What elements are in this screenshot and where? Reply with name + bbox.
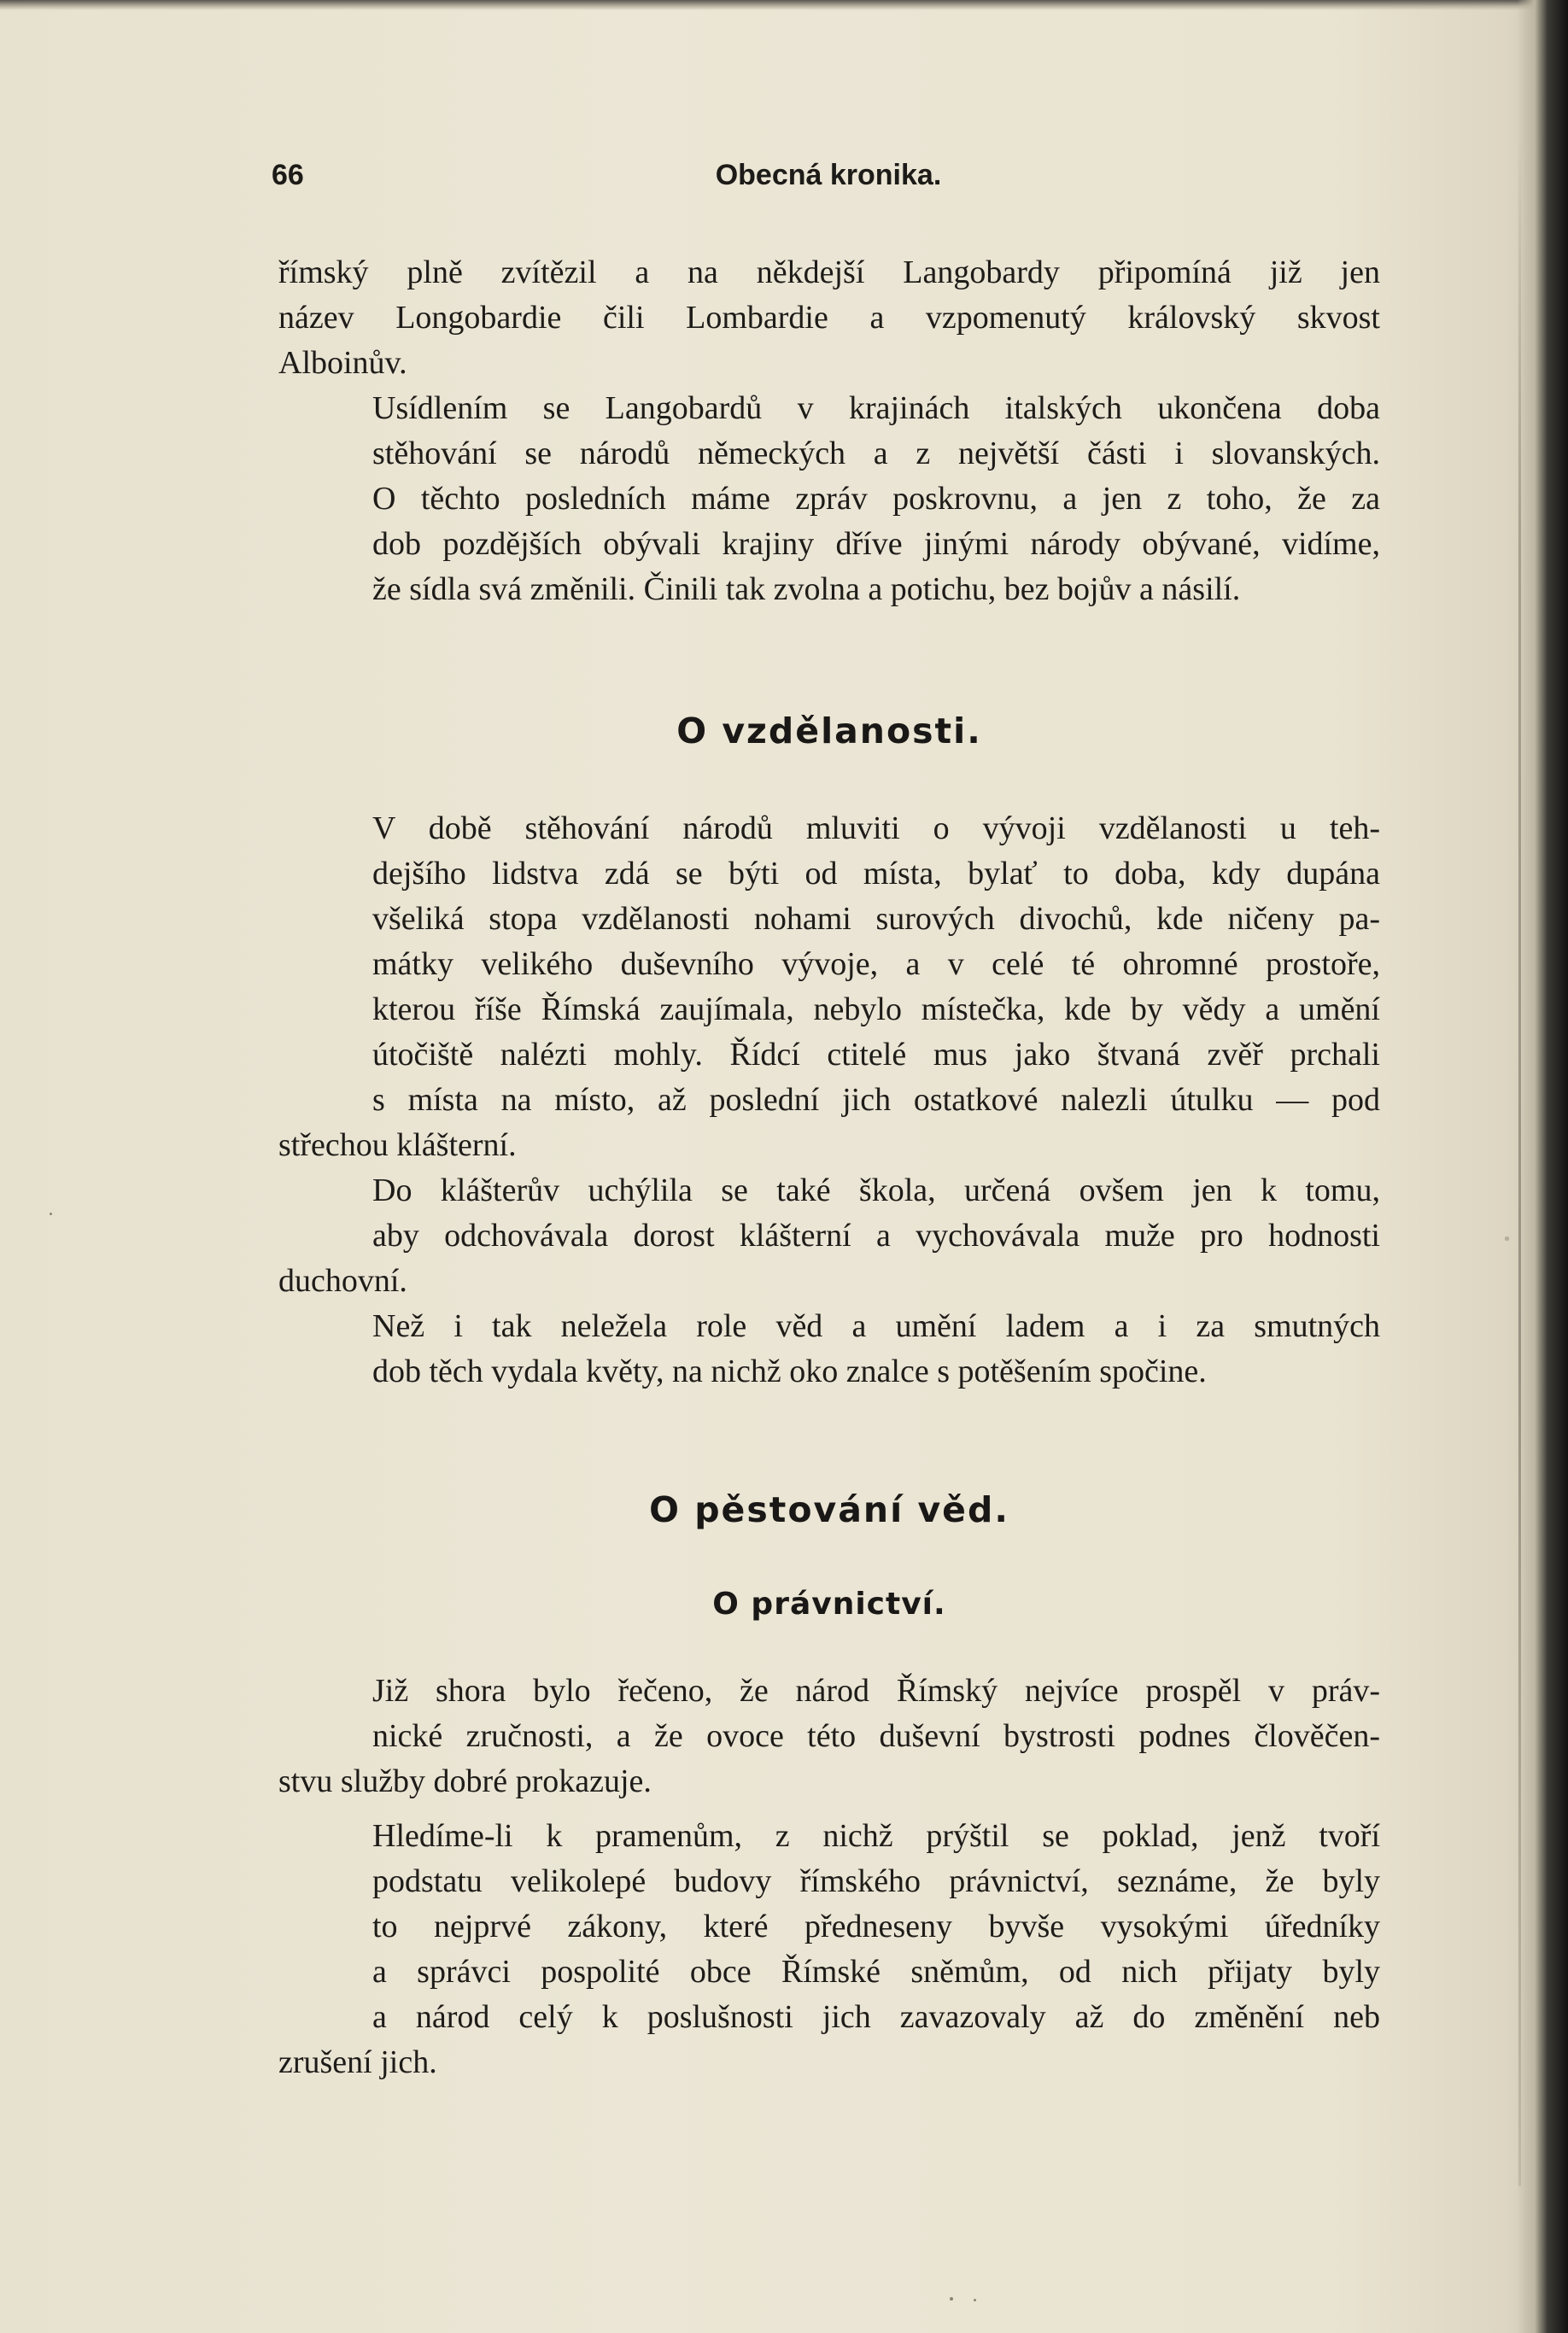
paper-speck [974,2299,976,2301]
paragraph-end [278,1259,1380,1304]
intro-text [278,250,1380,612]
law-text-2 [278,1814,1380,2085]
text-line: nické zručnosti, a že ovoce této duševní bystrosti podnes člověčen- [372,1718,1380,1754]
text-line: zrušení jich. [278,2044,437,2080]
subheading-law: O právnictví. [712,1587,946,1622]
text-line: O těchto posledních máme zpráv poskrovnu, a jen z toho, že za [372,481,1380,517]
text-line: stvu služby dobré prokazuje. [278,1763,652,1799]
text-line: to nejprvé zákony, které předneseny byvše vysokými úředníky [372,1909,1380,1944]
culture-text [278,806,1380,1395]
text-line: Hledíme-li k pramenům, z nichž prýštil se poklad, jenž tvoří [372,1818,1380,1854]
text-line: duchovní. [278,1263,407,1299]
section-heading-sciences: O pěstování věd. [649,1489,1009,1530]
paper-speck [950,2297,953,2301]
book-binding-edge [1517,0,1568,2333]
running-title: Obecná kronika. [715,159,942,191]
text-line: podstatu velikolepé budovy římského právnictví, seznáme, že byly [372,1863,1380,1899]
text-line: dob pozdějších obývali krajiny dříve jinými národy obývané, vidíme, [372,526,1380,562]
text-line: Usídlením se Langobardů v krajinách italských ukončena doba [372,390,1380,426]
text-line: Než i tak neležela role věd a umění ladem a i za smutných [372,1308,1380,1344]
page-number: 66 [272,159,304,191]
paragraph-end [278,1123,1380,1168]
text-line: útočiště nalézti mohly. Řídcí ctitelé mus jako štvaná zvěř prchali [372,1037,1380,1073]
text-line: všeliká stopa vzdělanosti nohami surových divochů, kde ničeny pa- [372,901,1380,937]
text-line: dejšího lidstva zdá se býti od místa, bylať to doba, kdy dupána [372,856,1380,892]
section-heading-culture: O vzdělanosti. [676,710,982,751]
text-line: že sídla svá změnili. Činili tak zvolna a potichu, bez bojův a násilí. [372,571,1241,607]
paper-speck [1505,1237,1509,1241]
text-line: Alboinův. [278,345,407,381]
text-line: V době stěhování národů mluviti o vývoji vzdělanosti u teh- [372,810,1380,846]
text-line: aby odchovávala dorost klášterní a vychovávala muže pro hodnosti [372,1218,1380,1254]
text-line: Již shora bylo řečeno, že národ Římský nejvíce prospěl v práv- [372,1673,1380,1709]
paragraph [278,1304,1380,1395]
text-line: název Longobardie čili Lombardie a vzpomenutý královský skvost [278,300,1380,336]
paragraph [278,1168,1380,1259]
text-line: kterou říše Římská zaujímala, nebylo místečka, kde by vědy a umění [372,991,1380,1027]
paragraph [278,1814,1380,2040]
text-line: stěhování se národů německých a z největší části i slovanských. [372,436,1380,471]
paragraph [278,1669,1380,1759]
text-line: s místa na místo, až poslední jich ostatkové nalezli útulku — pod [372,1082,1380,1118]
paragraph-end [278,2040,1380,2085]
paper-speck [50,1213,52,1215]
text-line: a národ celý k poslušnosti jich zavazovaly až do změnění neb [372,1999,1380,2035]
text-line: a správci pospolité obce Římské sněmům, od nich přijaty byly [372,1954,1380,1990]
text-line: římský plně zvítězil a na někdejší Langobardy připomíná již jen [278,254,1380,290]
paragraph [278,250,1380,341]
text-line: mátky velikého duševního vývoje, a v celé té ohromné prostoře, [372,946,1380,982]
page-top-edge-shadow [0,0,1568,10]
page-header [272,159,1385,202]
text-line: dob těch vydala květy, na nichž oko znalce s potěšením spočine. [372,1354,1207,1389]
paragraph [278,341,1380,386]
text-line: střechou klášterní. [278,1127,517,1163]
text-line: Do klášterův uchýlila se také škola, určená ovšem jen k tomu, [372,1172,1380,1208]
paragraph [278,806,1380,1123]
paragraph [278,386,1380,612]
paragraph-end [278,1759,1380,1804]
law-text [278,1669,1380,1804]
